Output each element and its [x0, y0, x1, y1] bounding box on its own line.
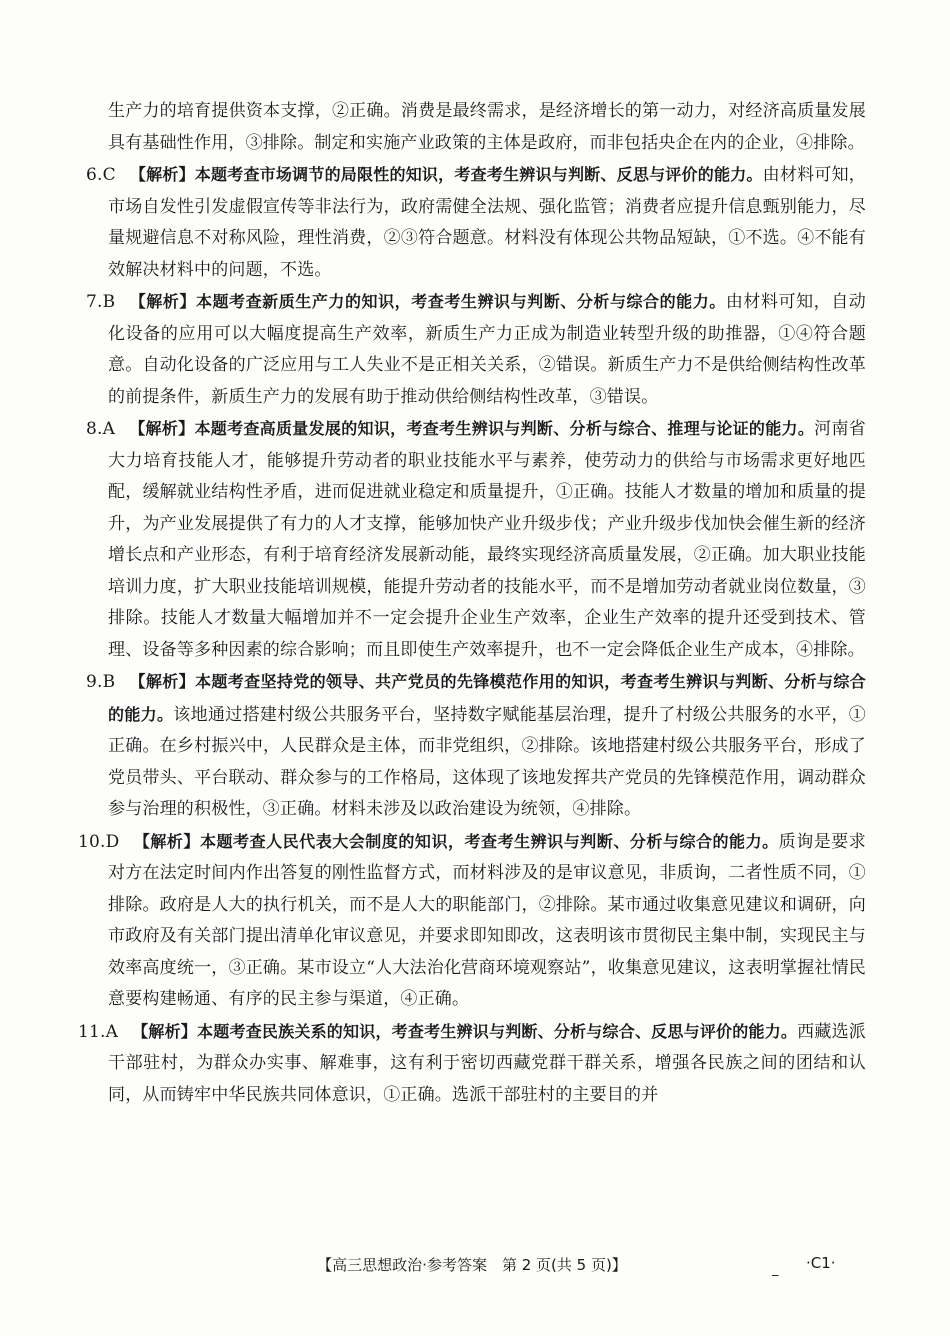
- analysis-lead: 本题考查市场调节的局限性的知识，考查考生辨识与判断、反思与评价的能力。: [194, 165, 763, 184]
- item-answer: A: [102, 419, 116, 439]
- item-number: 10.: [78, 831, 106, 852]
- item-answer: A: [105, 1021, 119, 1042]
- answer-item-9: [86, 666, 866, 826]
- analysis-lead: 本题考查高质量发展的知识，考查考生辨识与判断、分析与综合、推理与论证的能力。: [194, 419, 815, 438]
- item-answer: B: [102, 672, 116, 692]
- answer-item-11: [78, 1016, 866, 1112]
- analysis-lead: 本题考查新质生产力的知识，考查考生辨识与判断、分析与综合的能力。: [195, 292, 726, 311]
- item-number: 8.: [86, 419, 103, 439]
- footer-mark: _: [772, 1262, 779, 1277]
- analysis-tag: 【解析】: [129, 672, 195, 691]
- intro-paragraph: 生产力的培育提供资本支撑，②正确。消费是最终需求，是经济增长的第一动力，对经济高质量发展具有基础性作用，③排除。制定和实施产业政策的主体是政府，而非包括央企在内的企业，④排除。: [108, 101, 866, 153]
- footer-code: ·C1·: [806, 1254, 836, 1272]
- answer-content: [78, 96, 866, 1111]
- analysis-tag: 【解析】: [129, 292, 196, 311]
- analysis-tag: 【解析】: [129, 165, 195, 184]
- analysis-body: 质询是要求对方在法定时间内作出答复的刚性监督方式，而材料涉及的是审议意见，非质询，二者性质不同，①排除。政府是人大的执行机关，而不是人大的职能部门，②排除。某市通过收集意见建议和调研，向市政府及有关部门提出清单化审议意见，并要求即知即改，这表明该市贯彻民主集中制，实现民主与效率高度统一，③正确。某市设立“人大法治化营商环境观察站”，收集意见建议，这表明掌握社情民意要构建畅通、有序的民主参与渠道，④正确。: [108, 831, 866, 1009]
- analysis-tag: 【解析】: [133, 831, 200, 851]
- analysis-body: 由材料可知，自动化设备的应用可以大幅度提高生产效率，新质生产力正成为制造业转型升级的助推器，①④符合题意。自动化设备的广泛应用与工人失业不是正相关关系，②错误。新质生产力不是供给侧结构性改革的前提条件，新质生产力的发展有助于推动供给侧结构性改革，③错误。: [108, 292, 866, 407]
- footer-title: 【高三思想政治·参考答案 第 2 页(共 5 页)】: [317, 1256, 627, 1274]
- answer-item-6: [86, 159, 866, 286]
- analysis-lead: 本题考查人民代表大会制度的知识，考查考生辨识与判断、分析与综合的能力。: [199, 831, 779, 851]
- item-number: 11.: [78, 1021, 106, 1042]
- answer-item-8: [86, 413, 866, 666]
- analysis-tag: 【解析】: [132, 1021, 198, 1041]
- item-answer: D: [105, 831, 120, 852]
- analysis-body: 由材料可知，市场自发性引发虚假宣传等非法行为，政府需健全法规、强化监管；消费者应提升信息甄别能力，尽量规避信息不对称风险，理性消费，②③符合题意。材料没有体现公共物品短缺，①不选。④不能有效解决材料中的问题，不选。: [108, 165, 866, 280]
- analysis-tag: 【解析】: [129, 419, 195, 438]
- page-footer: [0, 1254, 950, 1278]
- item-answer: B: [102, 292, 116, 312]
- analysis-lead: 本题考查民族关系的知识，考查考生辨识与判断、分析与综合、反思与评价的能力。: [197, 1021, 798, 1041]
- answer-item-10: [78, 826, 866, 1016]
- item-number: 7.: [86, 292, 103, 312]
- item-answer: C: [102, 165, 116, 185]
- analysis-body: 西藏选派干部驻村，为群众办实事、解难事，这有利于密切西藏党群干群关系，增强各民族之间的团结和认同，从而铸牢中华民族共同体意识，①正确。选派干部驻村的主要目的并: [108, 1021, 866, 1105]
- item-number: 9.: [86, 672, 103, 692]
- analysis-body: 该地通过搭建村级公共服务平台，坚持数字赋能基层治理，提升了村级公共服务的水平，①正确。在乡村振兴中，人民群众是主体，而非党组织，②排除。该地搭建村级公共服务平台，形成了党员带头、平台联动、群众参与的工作格局，这体现了该地发挥共产党员的先锋模范作用，调动群众参与治理的积极性，③正确。材料未涉及以政治建设为统领，④排除。: [108, 704, 866, 819]
- answer-item-7: [86, 286, 866, 413]
- analysis-lead: 本题考查坚持党的领导、共产党员的先锋模范作用的知识，考查考生辨识与判断、分析与综合的能力。: [108, 672, 866, 724]
- analysis-body: 河南省大力培育技能人才，能够提升劳动者的职业技能水平与素养，使劳动力的供给与市场需求更好地匹配，缓解就业结构性矛盾，进而促进就业稳定和质量提升，①正确。技能人才数量的增加和质量的提升，为产业发展提供了有力的人才支撑，能够加快产业升级步伐；产业升级步伐加快会催生新的经济增长点和产业形态，有利于培育经济发展新动能，最终实现经济高质量发展，②正确。加大职业技能培训力度，扩大职业技能培训规模，能提升劳动者的技能水平，而不是增加劳动者就业岗位数量，③排除。技能人才数量大幅增加并不一定会提升企业生产效率，企业生产效率的提升还受到技术、管理、设备等多种因素的综合影响；而且即使生产效率提升，也不一定会降低企业生产成本，④排除。: [108, 419, 866, 660]
- item-number: 6.: [86, 165, 103, 185]
